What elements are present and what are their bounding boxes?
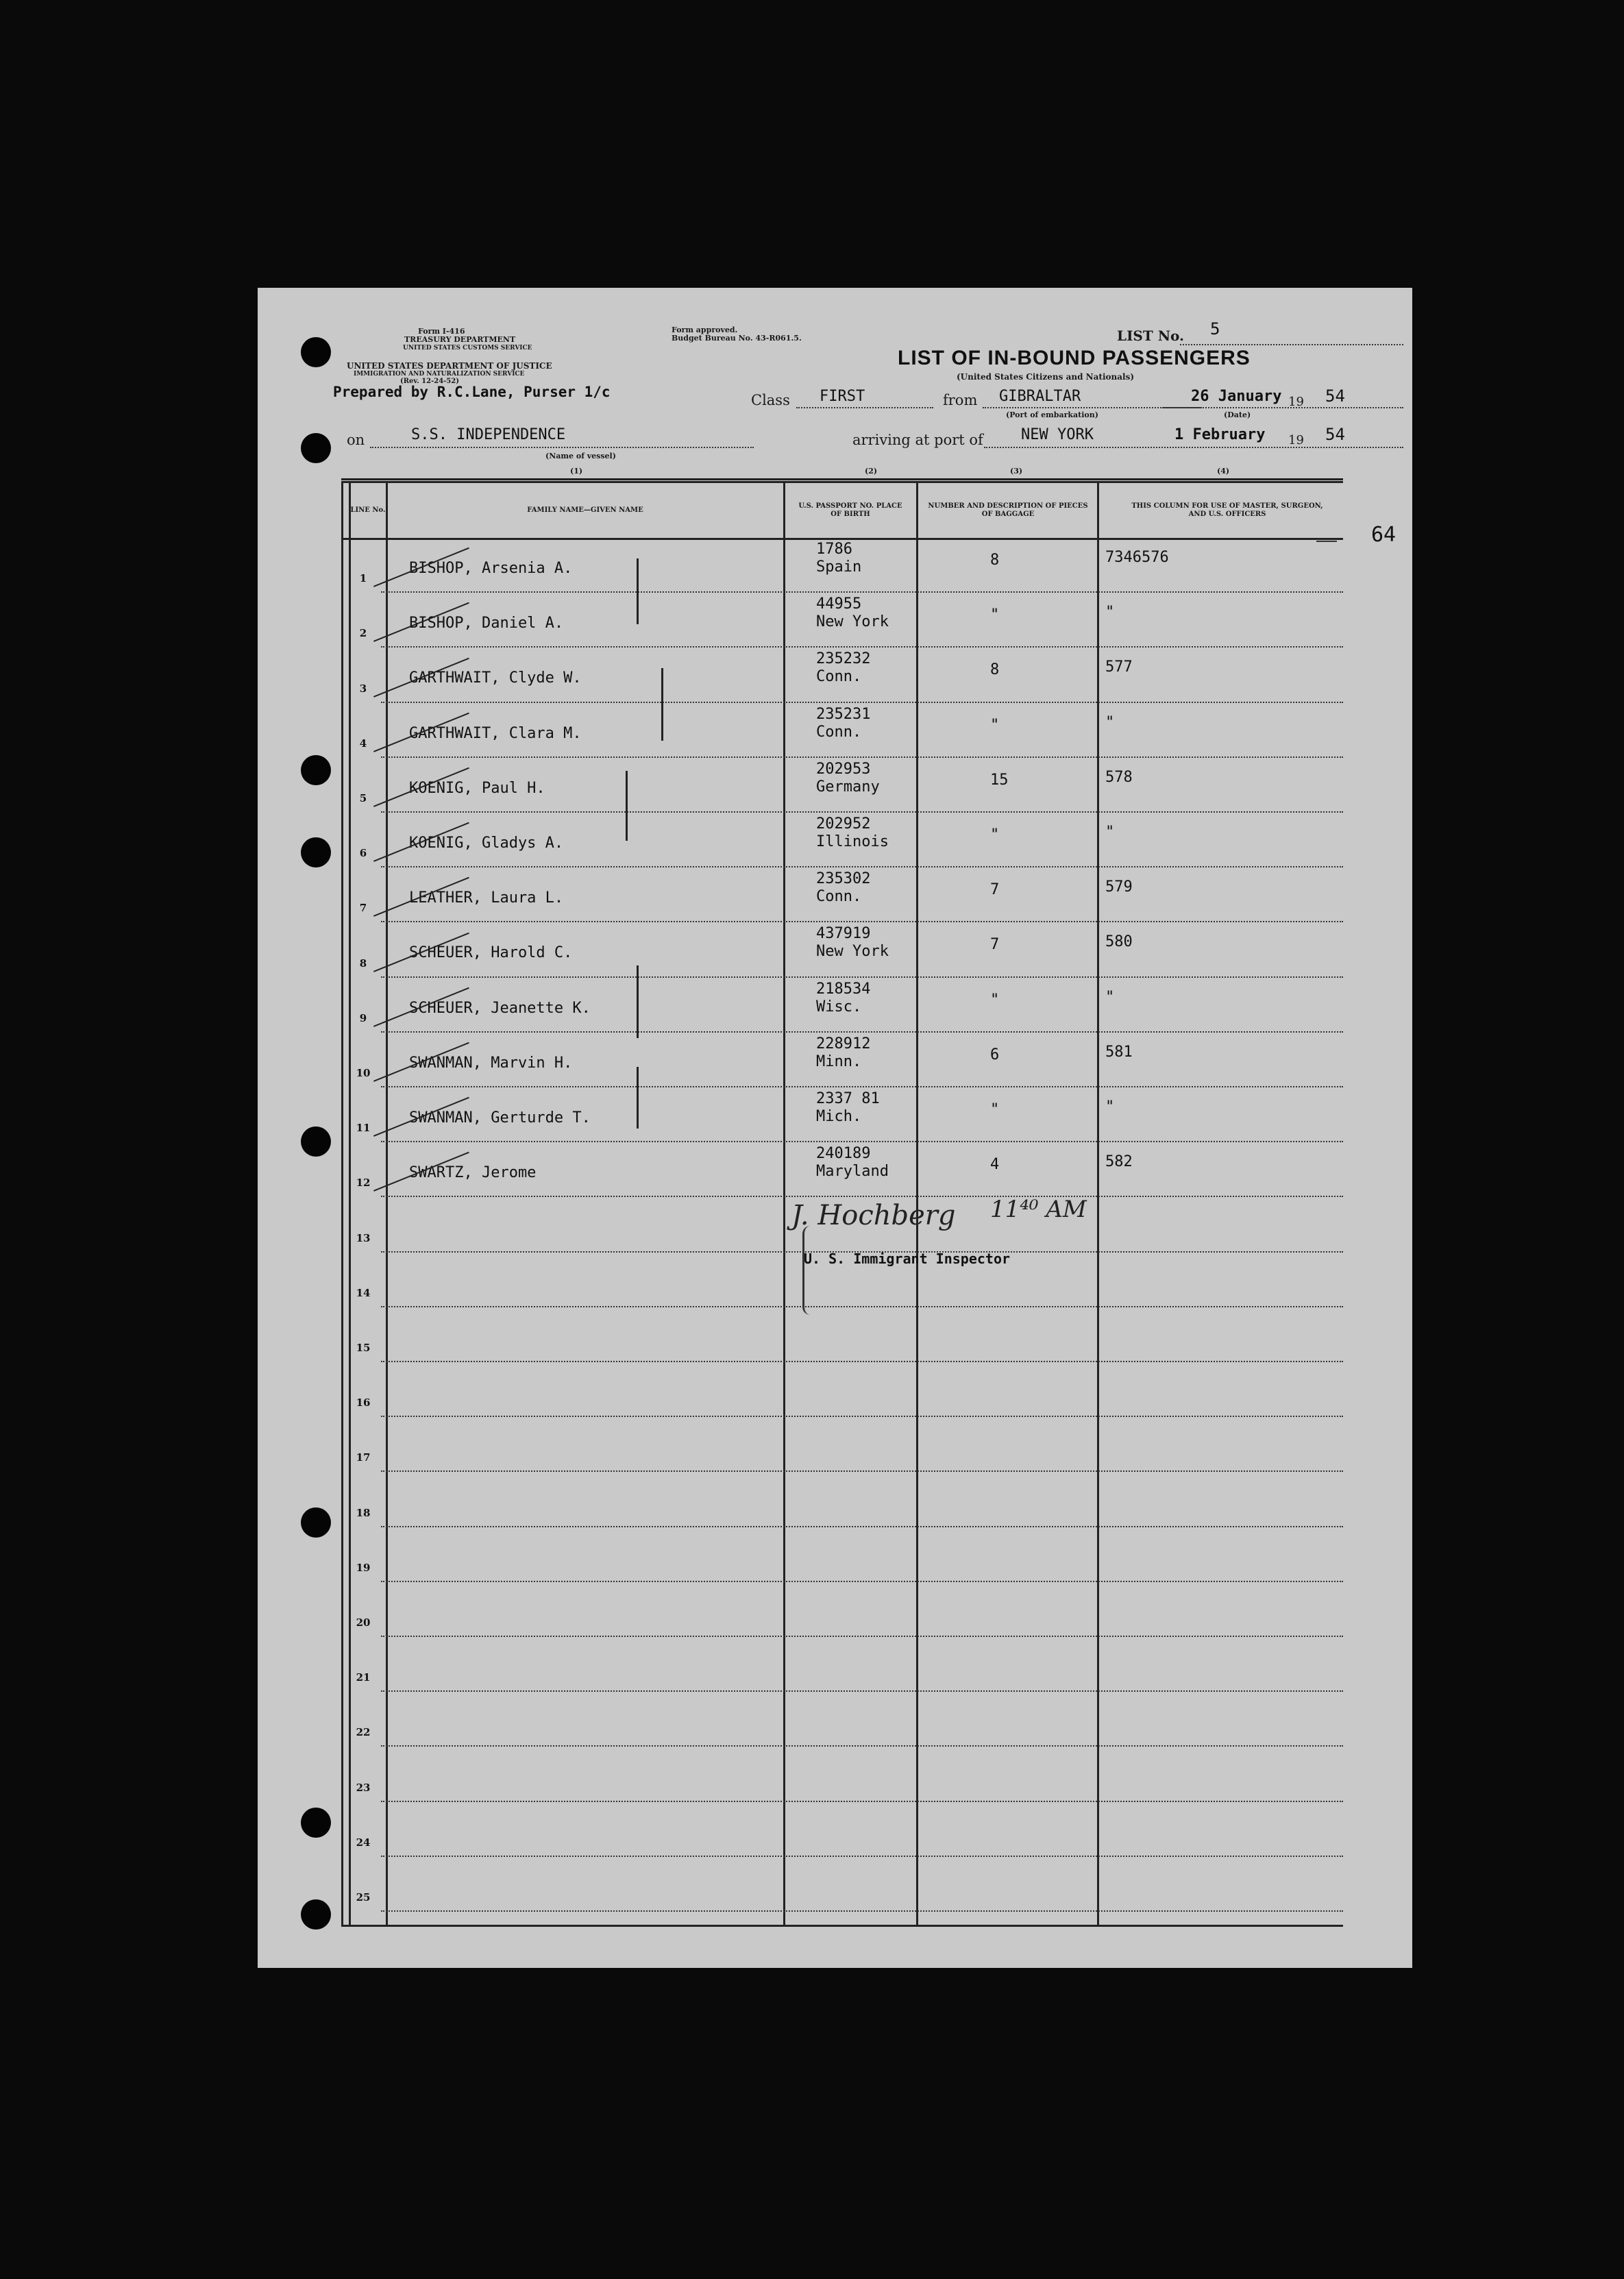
class-value: FIRST — [820, 388, 865, 405]
line-number: 10 — [356, 1066, 371, 1079]
place-of-birth: New York — [816, 943, 889, 961]
line-number: 15 — [356, 1341, 371, 1354]
empty-row — [343, 1362, 1343, 1417]
baggage-count: 7 — [990, 936, 1000, 954]
place-of-birth: Germany — [816, 778, 880, 796]
baggage-count: " — [990, 826, 1000, 843]
line-number: 3 — [359, 682, 367, 695]
arrival-date: 1 February — [1174, 426, 1266, 443]
passenger-name: GARTHWAIT, Clyde W. — [409, 669, 582, 687]
inspector-signature: J. Hochberg — [791, 1200, 956, 1231]
header-passport-label: U.S. PASSPORT NO. PLACE OF BIRTH — [798, 502, 902, 518]
line-number: 14 — [356, 1286, 371, 1299]
table-row — [343, 538, 1343, 593]
treasury-dept: TREASURY DEPARTMENT — [404, 335, 516, 344]
line-number: 13 — [356, 1231, 371, 1244]
arriving-label: arriving at port of — [852, 432, 983, 448]
line-number: 7 — [359, 902, 367, 915]
line-number: 9 — [359, 1011, 367, 1024]
manifest-page — [258, 288, 1412, 1968]
col-num-4: (4) — [1217, 467, 1230, 476]
on-label: on — [347, 432, 365, 448]
customs-service: UNITED STATES CUSTOMS SERVICE — [403, 345, 532, 352]
col-num-3: (3) — [1010, 467, 1023, 476]
passenger-name: SCHEUER, Jeanette K. — [409, 999, 591, 1017]
baggage-count: 15 — [990, 771, 1009, 789]
passport-number: 2337 81 — [816, 1090, 880, 1107]
passport-number: 240189 — [816, 1145, 871, 1163]
place-of-birth: Minn. — [816, 1052, 862, 1070]
passenger-name: SWANMAN, Marvin H. — [409, 1054, 573, 1072]
punch-hole — [301, 337, 331, 367]
place-of-birth: Conn. — [816, 668, 862, 686]
family-bracket — [661, 668, 663, 741]
date-underline — [1162, 407, 1403, 408]
year-prefix: 19 — [1288, 433, 1304, 447]
officer-entry: 582 — [1105, 1153, 1133, 1171]
line-number: 5 — [359, 791, 367, 804]
place-of-birth: Spain — [816, 558, 862, 576]
table-row — [343, 867, 1343, 922]
place-of-birth: Conn. — [816, 723, 862, 741]
form-number: Form I-416 — [418, 327, 465, 336]
header-name — [389, 483, 782, 538]
officer-entry: 577 — [1105, 658, 1133, 676]
baggage-count: 6 — [990, 1046, 1000, 1063]
embarkation-caption: (Port of embarkation) — [1006, 410, 1098, 419]
arrival-year: 54 — [1325, 425, 1345, 444]
header-passport — [796, 483, 905, 538]
punch-hole — [301, 755, 331, 785]
place-of-birth: Wisc. — [816, 998, 862, 1015]
line-number: 8 — [359, 957, 367, 970]
officer-entry: " — [1105, 824, 1115, 841]
officer-entry: 580 — [1105, 933, 1133, 951]
family-bracket — [637, 558, 639, 624]
punch-hole — [301, 1899, 331, 1930]
baggage-count: 7 — [990, 881, 1000, 899]
empty-row — [343, 1472, 1343, 1527]
from-value: GIBRALTAR — [999, 388, 1081, 405]
baggage-count: " — [990, 1101, 1000, 1118]
year-prefix: 19 — [1288, 395, 1304, 409]
line-number: 18 — [356, 1506, 371, 1519]
line-number: 23 — [356, 1781, 371, 1794]
passport-number: 235231 — [816, 705, 871, 723]
date-caption: (Date) — [1224, 410, 1251, 419]
punch-hole — [301, 1808, 331, 1838]
baggage-count: " — [990, 716, 1000, 734]
header-officers-label: THIS COLUMN FOR USE OF MASTER, SURGEON, AND U.S. OFFICERS — [1131, 502, 1323, 518]
baggage-count: " — [990, 991, 1000, 1009]
table-row — [343, 978, 1343, 1033]
class-label: Class — [751, 392, 790, 408]
table-row — [343, 922, 1343, 977]
table-row — [343, 703, 1343, 758]
family-bracket — [637, 965, 639, 1038]
empty-row — [343, 1582, 1343, 1637]
passport-number: 44955 — [816, 595, 862, 613]
line-number: 21 — [356, 1671, 371, 1684]
arrival-year-prefix — [1288, 433, 1304, 447]
signature-stroke — [802, 1226, 818, 1315]
table-row — [343, 1087, 1343, 1142]
baggage-count: " — [990, 606, 1000, 624]
passenger-name: BISHOP, Arsenia A. — [409, 560, 573, 577]
officer-entry: " — [1105, 988, 1115, 1006]
punch-hole — [301, 433, 331, 463]
passport-number: 218534 — [816, 980, 871, 998]
passport-number: 235232 — [816, 650, 871, 668]
line-number: 22 — [356, 1726, 371, 1739]
punch-hole — [301, 1126, 331, 1157]
passport-number: 437919 — [816, 925, 871, 943]
inspector-title: U. S. Immigrant Inspector — [804, 1251, 1011, 1267]
col-num-2: (2) — [865, 467, 878, 476]
table-row — [343, 593, 1343, 648]
baggage-count: 4 — [990, 1156, 1000, 1174]
inspector-time: 11⁴⁰ AM — [990, 1196, 1087, 1223]
passport-number: 202952 — [816, 815, 871, 833]
line-number: 4 — [359, 737, 367, 750]
arrival-port: NEW YORK — [1021, 426, 1094, 443]
header-line-no — [350, 483, 386, 538]
passenger-name: KOENIG, Gladys A. — [409, 835, 564, 852]
col-num-1: (1) — [570, 467, 583, 476]
passenger-table — [341, 481, 1397, 1927]
header-officers — [1124, 483, 1330, 538]
passenger-name: LEATHER, Laura L. — [409, 889, 564, 907]
line-number: 24 — [356, 1836, 371, 1849]
passport-number: 235302 — [816, 870, 871, 888]
prepared-by: Prepared by R.C.Lane, Purser 1/c — [333, 384, 611, 400]
departure-date: 26 January — [1191, 388, 1282, 405]
justice-dept: UNITED STATES DEPARTMENT OF JUSTICE — [347, 361, 552, 371]
place-of-birth: Maryland — [816, 1163, 889, 1181]
passport-number: 1786 — [816, 541, 852, 558]
list-no-underline — [1180, 344, 1403, 345]
empty-row — [343, 1747, 1343, 1801]
officer-entry: " — [1105, 1098, 1115, 1116]
revision: (Rev. 12-24-52) — [400, 378, 459, 385]
family-bracket — [626, 771, 628, 841]
officer-entry: 581 — [1105, 1043, 1133, 1061]
place-of-birth: Conn. — [816, 888, 862, 906]
table-row — [343, 648, 1343, 702]
empty-row — [343, 1802, 1343, 1857]
officer-mark: 64 — [1371, 523, 1397, 547]
empty-row — [343, 1417, 1343, 1472]
place-of-birth: New York — [816, 613, 889, 631]
passenger-name: GARTHWAIT, Clara M. — [409, 724, 582, 742]
passenger-name: BISHOP, Daniel A. — [409, 615, 564, 632]
officer-entry: 579 — [1105, 878, 1133, 896]
budget-bureau: Budget Bureau No. 43-R061.5. — [672, 334, 802, 343]
line-number: 1 — [359, 572, 367, 585]
from-label: from — [943, 392, 978, 408]
header-name-label: FAMILY NAME—GIVEN NAME — [527, 506, 643, 514]
page-title: LIST OF IN-BOUND PASSENGERS — [898, 347, 1251, 369]
empty-row — [343, 1692, 1343, 1747]
family-bracket — [637, 1067, 639, 1129]
empty-row — [343, 1637, 1343, 1692]
ins-service: IMMIGRATION AND NATURALIZATION SERVICE — [354, 371, 525, 378]
list-number: 5 — [1210, 319, 1220, 338]
line-number: 2 — [359, 627, 367, 640]
empty-row — [343, 1857, 1343, 1912]
form-approved: Form approved. — [672, 325, 738, 334]
officer-entry: " — [1105, 604, 1115, 621]
table-row — [343, 1142, 1343, 1197]
line-number: 25 — [356, 1890, 371, 1904]
empty-row — [343, 1307, 1343, 1362]
vessel-underline — [370, 447, 754, 448]
row-rule — [381, 1910, 1343, 1912]
punch-hole — [301, 1507, 331, 1538]
line-number: 16 — [356, 1396, 371, 1409]
departure-year: 54 — [1325, 386, 1345, 406]
passenger-name: SCHEUER, Harold C. — [409, 944, 573, 962]
baggage-count: 8 — [990, 661, 1000, 679]
baggage-count: 8 — [990, 552, 1000, 569]
passenger-name: KOENIG, Paul H. — [409, 779, 545, 797]
place-of-birth: Mich. — [816, 1108, 862, 1125]
line-number: 12 — [356, 1177, 371, 1190]
header-baggage — [926, 483, 1090, 538]
passenger-name: SWARTZ, Jerome — [409, 1164, 537, 1182]
header-baggage-label: NUMBER AND DESCRIPTION OF PIECES OF BAGGAGE — [928, 502, 1088, 518]
passport-number: 202953 — [816, 760, 871, 778]
arrival-underline — [984, 447, 1403, 448]
vessel-caption: (Name of vessel) — [545, 452, 616, 460]
list-label: LIST No. — [1117, 328, 1184, 344]
table-row — [343, 758, 1343, 813]
table-row — [343, 813, 1343, 867]
table-row — [343, 1033, 1343, 1087]
officer-entry: 7346576 — [1105, 549, 1169, 566]
place-of-birth: Illinois — [816, 833, 889, 850]
line-number: 6 — [359, 847, 367, 860]
line-number: 20 — [356, 1616, 371, 1629]
line-number: 19 — [356, 1561, 371, 1574]
line-number: 17 — [356, 1451, 371, 1464]
passport-number: 228912 — [816, 1035, 871, 1052]
punch-hole — [301, 837, 331, 867]
header-line-label: LINE No. — [350, 506, 386, 514]
header-rule — [341, 478, 1343, 480]
page-subtitle: (United States Citizens and Nationals) — [957, 372, 1134, 382]
line-number: 11 — [356, 1122, 371, 1135]
class-underline — [796, 407, 933, 408]
passenger-name: SWANMAN, Gerturde T. — [409, 1109, 591, 1126]
officer-entry: " — [1105, 713, 1115, 731]
officer-entry: 578 — [1105, 768, 1133, 786]
vessel-name: S.S. INDEPENDENCE — [411, 426, 566, 443]
empty-row — [343, 1527, 1343, 1582]
